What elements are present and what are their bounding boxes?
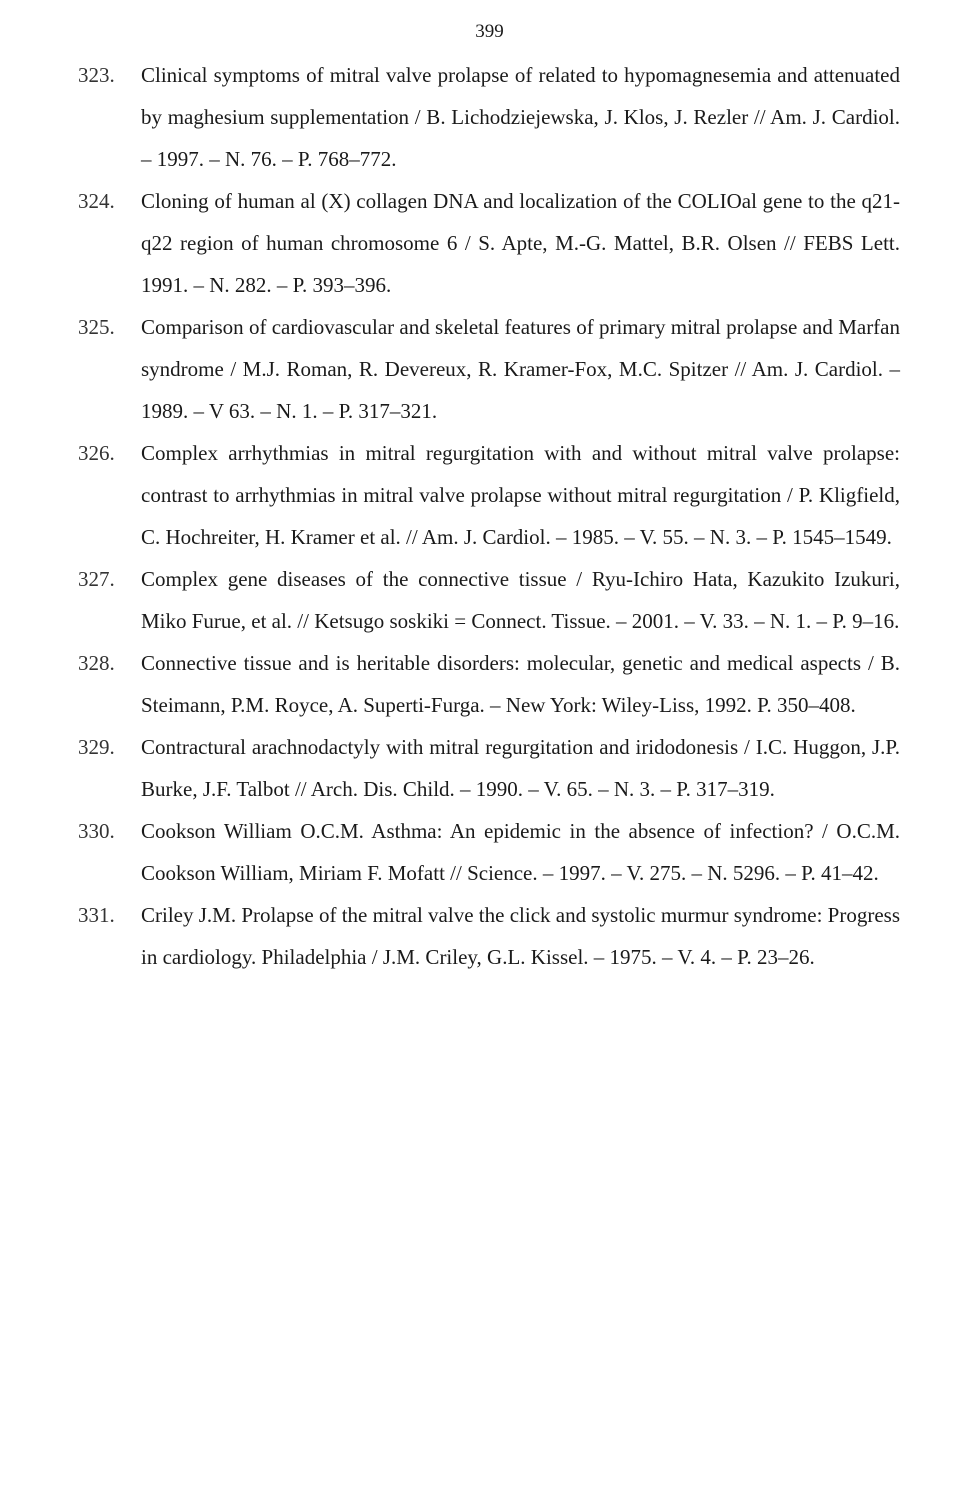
reference-item [78, 642, 900, 726]
reference-item [78, 894, 900, 978]
reference-text: Cloning of human al (X) collagen DNA and localization of the COLIOal gene to the q21-q22 region of human chromosome 6 / S. Apte, M.-G. Mattel, B.R. Olsen // FEBS Lett. 1991. – N. 282. – P. 393–396. [141, 189, 900, 297]
reference-text: Complex gene diseases of the connective tissue / Ryu-Ichiro Hata, Kazukito Izukuri, Miko Furue, et al. // Ketsugo soskiki = Connect. Tissue. – 2001. – V. 33. – N. 1. – P. 9–16. [141, 567, 900, 633]
reference-number: 329. [78, 735, 115, 759]
reference-item [78, 558, 900, 642]
reference-number: 326. [78, 441, 115, 465]
reference-item [78, 432, 900, 558]
reference-number: 331. [78, 903, 115, 927]
reference-text: Contractural arachnodactyly with mitral regurgitation and iridodonesis / I.C. Huggon, J.P. Burke, J.F. Talbot // Arch. Dis. Child. – 1990. – V. 65. – N. 3. – P. 317–319. [141, 735, 900, 801]
reference-item [78, 810, 900, 894]
reference-item [78, 306, 900, 432]
reference-text: Clinical symptoms of mitral valve prolapse of related to hypomagnesemia and attenuated by maghesium supplementation / B. Lichodziejewska, J. Klos, J. Rezler // Am. J. Cardiol. – 1997. – N. 76. – P. 768–772. [141, 63, 900, 171]
reference-text: Connective tissue and is heritable disorders: molecular, genetic and medical aspects / B. Steimann, P.M. Royce, A. Superti-Furga. – New York: Wiley-Liss, 1992. P. 350–408. [141, 651, 900, 717]
reference-number: 328. [78, 651, 115, 675]
reference-number: 323. [78, 63, 115, 87]
reference-number: 324. [78, 189, 115, 213]
reference-list [78, 54, 900, 978]
reference-number: 325. [78, 315, 115, 339]
reference-number: 330. [78, 819, 115, 843]
reference-text: Comparison of cardiovascular and skeletal features of primary mitral prolapse and Marfan syndrome / M.J. Roman, R. Devereux, R. Kramer-Fox, M.C. Spitzer // Am. J. Cardiol. – 1989. – V 63. – N. 1. – P. 317–321. [141, 315, 900, 423]
reference-item [78, 726, 900, 810]
reference-item [78, 180, 900, 306]
page-number: 399 [475, 21, 504, 42]
reference-text: Complex arrhythmias in mitral regurgitation with and without mitral valve prolapse: contrast to arrhythmias in mitral valve prolapse without mitral regurgitation / P. Kligfield, C. Hochreiter, H. Kramer et al. // Am. J. Cardiol. – 1985. – V. 55. – N. 3. – P. 1545–1549. [141, 441, 900, 549]
reference-text: Cookson William O.C.M. Asthma: An epidemic in the absence of infection? / O.C.M. Cookson William, Miriam F. Mofatt // Science. – 1997. – V. 275. – N. 5296. – P. 41–42. [141, 819, 900, 885]
reference-number: 327. [78, 567, 115, 591]
reference-text: Criley J.M. Prolapse of the mitral valve the click and systolic murmur syndrome: Progress in cardiology. Philadelphia / J.M. Criley, G.L. Kissel. – 1975. – V. 4. – P. 23–26. [141, 903, 900, 969]
reference-item [78, 54, 900, 180]
